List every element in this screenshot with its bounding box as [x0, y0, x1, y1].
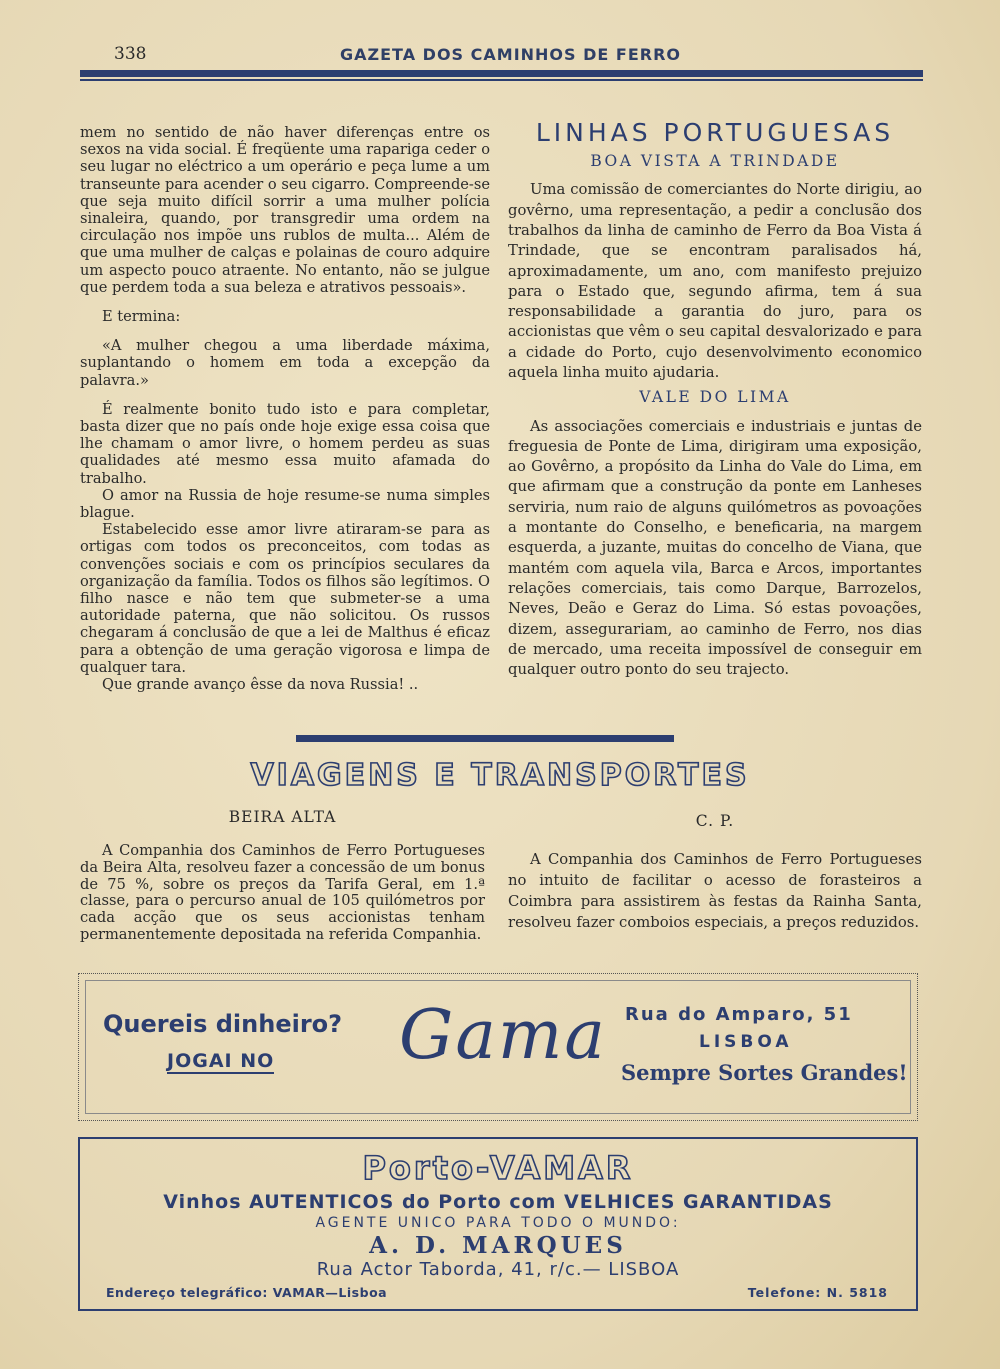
- ad-headline: Quereis dinheiro?: [103, 1010, 343, 1038]
- article-text: As associações comerciais e industriais e juntas de freguesia de Ponte de Lima, dirigiram uma exposição, ao Govêrno, a propósito da Linha do Vale do Lima, em que afirmam que a construção da ponte em Lanheses serviria, num raio de alguns quilómetros as povoações a montante do Conselho, e beneficaria, na margem esquerda, a juzante, muitas do concelho de Viana, que mantém com aquela vila, Barca e Arcos, importantes relações comerciais, tais como Darque, Barrozelos, Neves, Deão e Geraz do Lima. Só estas povoações, dizem, assegurariam, ao caminho de Ferro, nos dias de mercado, uma receita impossível de conseguir em qualquer outro ponto do seu trajecto.: [508, 417, 922, 679]
- ad-city: LISBOA: [699, 1032, 793, 1052]
- quote-paragraph: «A mulher chegou a uma liberdade máxima, suplantando o homem em toda a excepção da palavra.»: [80, 337, 490, 389]
- vamar-advertisement: [78, 1137, 918, 1311]
- gama-logo: Gama: [399, 996, 607, 1075]
- ad-telegraph: Endereço telegráfico: VAMAR—Lisboa: [106, 1285, 388, 1300]
- page-number: 338: [114, 44, 147, 64]
- beira-alta-title: BEIRA ALTA: [228, 808, 337, 826]
- paragraph: O amor na Russia de hoje resume-se numa simples blague.: [80, 486, 490, 522]
- header-rule-thin: [80, 79, 923, 81]
- ad-subline: JOGAI NO: [167, 1050, 275, 1072]
- viagens-title: VIAGENS E TRANSPORTES: [250, 758, 750, 793]
- publication-title: GAZETA DOS CAMINHOS DE FERRO: [340, 45, 682, 64]
- vamar-logo: Porto-VAMAR: [362, 1149, 634, 1187]
- beira-alta-text: A Companhia dos Caminhos de Ferro Portugueses da Beira Alta, resolveu fazer a concessão de um bonus de 75 %, sobre os preços da Tarifa Geral, em 1.ª classe, para o percurso anual de 105 quilómetros por cada acção que os seus accionistas tenham permanentemente depositada na referida Companhia.: [80, 842, 485, 943]
- paragraph: Que grande avanço êsse da nova Russia! ..: [102, 676, 419, 694]
- ad-address: Rua do Amparo, 51: [625, 1004, 853, 1025]
- section-title: LINHAS PORTUGUESAS: [535, 118, 895, 147]
- ad-address: Rua Actor Taborda, 41, r/c.— LISBOA: [316, 1259, 680, 1280]
- cp-title: C. P.: [695, 812, 735, 830]
- section-divider: [296, 735, 674, 742]
- paragraph: Estabelecido esse amor livre atiraram-se para as ortigas com todos os preconceitos, com todas as convenções sociais e com os princípios seculares da organização da família. Todos os filhos são legítimos. O filho nasce e não tem que submeter-se a uma autoridade paterna, que não solicitou. Os russos chegaram á conclusão de que a lei de Malthus é eficaz para a obtenção de uma geração vigorosa e limpa de qualquer tara.: [80, 521, 490, 676]
- ad-tagline: Vinhos AUTENTICOS do Porto com VELHICES GARANTIDAS: [163, 1191, 833, 1213]
- ad-agent-name: A. D. MARQUES: [369, 1232, 627, 1259]
- paragraph: E termina:: [102, 308, 181, 326]
- ad-slogan: Sempre Sortes Grandes!: [621, 1060, 908, 1085]
- ad-phone: Telefone: N. 5818: [747, 1285, 888, 1300]
- article-text: Uma comissão de comerciantes do Norte dirigiu, ao govêrno, uma representação, a pedir a conclusão dos trabalhos da linha de caminho de Ferro da Boa Vista á Trindade, que se encontram paralisados há, aproximadamente, um ano, com manifesto prejuizo para o Estado que, segundo afirma, tem á sua responsabilidade a garantia do juro, para os accionistas que vêm o seu capital desvalorizado e para a cidade do Porto, cujo desenvolvimento economico aquela linha muito ajudaria.: [508, 181, 922, 382]
- page-header: [80, 42, 925, 72]
- header-rule: [80, 70, 923, 77]
- paragraph: mem no sentido de não haver diferenças entre os sexos na vida social. É freqüente uma rapariga ceder o seu lugar no eléctrico a um operário e peça lume a um transeunte para acender o seu cigarro. Compreende-se que seja muito difícil sorrir a uma mulher polícia sinaleira, quando, por transgredir uma ordem na circulação nos impõe uns rublos de multa... Além de que uma mulher de calças e polainas de couro adquire um aspecto pouco atraente. No entanto, não se julgue que perdem toda a sua beleza e atrativos pessoais».: [80, 124, 490, 296]
- article-title: BOA VISTA A TRINDADE: [590, 152, 840, 171]
- cp-text: A Companhia dos Caminhos de Ferro Portugueses no intuito de facilitar o acesso de forasteiros a Coimbra para assistirem às festas da Rainha Santa, resolveu fazer comboios especiais, a preços reduzidos.: [508, 851, 922, 931]
- paragraph: É realmente bonito tudo isto e para completar, basta dizer que no país onde hoje exige essa coisa que lhe chamam o amor livre, o homem perdeu as suas qualidades até mesmo essa muito afamada do trabalho.: [80, 400, 490, 487]
- ad-agent-label: AGENTE UNICO PARA TODO O MUNDO:: [315, 1215, 681, 1231]
- gama-advertisement: [78, 973, 918, 1121]
- left-column: [80, 124, 490, 693]
- article-title: VALE DO LIMA: [639, 388, 791, 407]
- right-column: [508, 118, 922, 680]
